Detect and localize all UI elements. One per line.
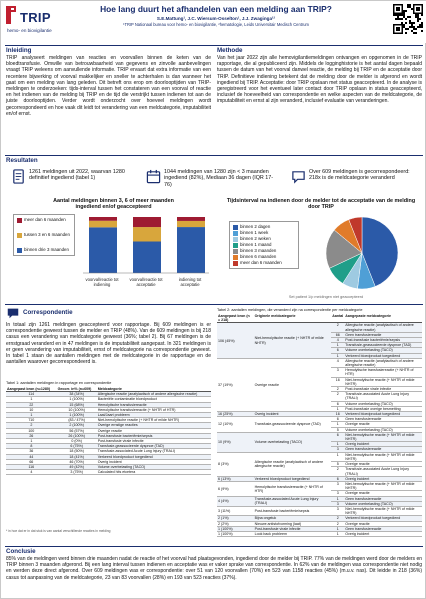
table-cell: 26 (100%): [57, 433, 97, 438]
legend-swatch: [233, 261, 238, 266]
table1-footnote: * in hoe dat er in dat stuk is van aantal verschillende reacties in melding: [6, 529, 111, 533]
header-divider: [5, 45, 423, 46]
legend-swatch: [233, 249, 238, 254]
methode-heading: Methode: [217, 47, 243, 54]
table-cell: 66: [331, 332, 344, 337]
table-cell: 3: [331, 447, 344, 452]
table-cell: Niet-hemolytische reactie (+ NHTR of milde NHTR): [344, 377, 422, 386]
table-cell: Post-transfusie virale infectie: [254, 526, 332, 531]
table-header-cell: Aangepaste meldcategorie: [344, 314, 422, 323]
table-cell: Hemolytische transfusiereactie (+ NHTR of HTR): [97, 407, 211, 412]
table-cell: Look back probleem: [254, 531, 332, 536]
table-cell: 5: [331, 427, 344, 432]
corr-divider: [5, 304, 423, 305]
table-cell: 2: [331, 387, 344, 392]
table-cell: Overig incident: [97, 459, 211, 464]
table-header-row: [217, 314, 422, 323]
table-cell: 15 (68%): [57, 402, 97, 407]
table-row: [217, 531, 422, 536]
table-cell: 22: [6, 402, 57, 407]
table-header-cell: Aangepast bron (n=1280): [6, 387, 57, 392]
table-cell: Geen transfusiereactie: [344, 332, 422, 337]
table-cell: 114: [6, 392, 57, 397]
legend-label: binnen drie 3 maanden: [24, 247, 69, 252]
table-header-cell: Originele meldcategorie: [254, 314, 332, 323]
legend-item: [17, 217, 71, 223]
legend-label: binnen 2 dagen: [240, 224, 271, 229]
table-cell: Transfusie-associated Acute Lung Injury (TRALI): [97, 449, 211, 454]
logo-subtitle: hemo- en biovigilantie: [7, 28, 52, 33]
table-cell: Post-transfusie virale infectie: [344, 387, 422, 392]
table-cell: 1: [6, 397, 57, 402]
table-cell: 1: [331, 452, 344, 461]
table-cell: 1: [331, 343, 344, 348]
table-cell: Transfusie-geassocieerde dyspnoe (TAD): [97, 444, 211, 449]
table-cell: 36: [6, 449, 57, 454]
table-cell: 1: [6, 439, 57, 444]
table-cell: Niet-hemolytische reactie (+ NHTR of milde NHTR): [344, 506, 422, 515]
table-cell: 2: [331, 323, 344, 332]
chart-right-title: Tijdsinterval na indienen door de melder tot de acceptatie van de melding door TRIP: [226, 198, 416, 210]
logo-word: TRIP: [20, 10, 51, 25]
bar-segment: [89, 221, 117, 228]
table-cell: Overige reactie: [344, 491, 422, 496]
table-cell: 6: [331, 348, 344, 353]
table-cell: Verkeerd bloedproduct toegediend: [254, 476, 332, 481]
table-cell: 1: [331, 422, 344, 427]
correspondentie-heading: Correspondentie: [23, 309, 73, 316]
table-cell: Geen transfusiereactie: [344, 447, 422, 452]
legend-label: binnen 1 maand: [240, 242, 272, 247]
table-cell: 1 (100%): [57, 397, 97, 402]
table-cell: 16 (25%): [217, 412, 254, 417]
bar-chart: [81, 213, 211, 275]
table-cell: 4: [331, 358, 344, 367]
inleiding-text: TRIP analyseert meldingen van reacties en voorvallen binnen de keten van de bloedtransfusie. Omwille van betrouwbaarheid van gegevens en zinvolle aanbevelingen vraagt TRIP weleens om aanvullende informatie. TRIP ervaart dat extra informatie van een recentere bijwerking of voorval makkelijker en sneller te achterhalen is dan wanneer het gaat om een melding van lang geleden. Dit betreft ons erop om doorlooptijden van TRIP-meldingen te onderzoeken: tijds-interval tussen het constateren van een voorval of reactie en het indienen van de melding bij TRIP en de tijd die verstrijkt tussen indienen tot aan de juiste doorlooptijden. Verder wordt onderzocht over hoeveel meldingen wordt gecorrespondeerd en hoe vaak dit leidt tot verandering van een meldcategorie, imputabiliteit en/of ernst.: [6, 55, 211, 117]
table-cell: Post-transfusie overige besmetting: [344, 406, 422, 411]
table-cell: 16: [331, 377, 344, 386]
legend-label: binnen 1 week: [240, 230, 269, 235]
legend-label: binnen 2 weken: [240, 236, 271, 241]
table-cell: 18 (41%): [57, 454, 97, 459]
table-cell: Verkeerd bloedproduct toegediend: [344, 353, 422, 358]
table-cell: 10 (100%): [57, 407, 97, 412]
table-cell: 5: [331, 462, 344, 467]
document-icon: [11, 169, 26, 184]
table-cell: Bijna ongeluk: [254, 516, 332, 521]
legend-label: binnen 6 maanden: [240, 254, 277, 259]
table-cell: 12 (10%): [217, 417, 254, 433]
table-cell: Transfusie-associated Acute Lung Injury (TRALI): [254, 496, 332, 506]
bar-segment: [89, 217, 117, 221]
table-cell: 49 (42%): [57, 465, 97, 470]
legend-label: binnen 3 maanden: [240, 248, 277, 253]
table-cell: 2: [331, 392, 344, 401]
stat-correspondentie: [291, 169, 421, 184]
legend-swatch: [233, 255, 238, 260]
legend-label: meer dan 6 maanden: [24, 217, 66, 222]
chart-right-legend: [229, 221, 299, 269]
x-tick-label: voorval/reactie tot indiening: [85, 277, 119, 287]
table-cell: Allergische reactie (anafylactisch of andere allergische reactie): [344, 358, 422, 367]
table-row: [217, 432, 422, 441]
table-cell: Overige ernstige reacties: [97, 423, 211, 428]
table-cell: 1: [331, 406, 344, 411]
table-cell: 0 (0%): [57, 439, 97, 444]
table-cell: 1: [331, 526, 344, 531]
table-cell: 56 (57%): [57, 428, 97, 433]
table-cell: Overige reactie: [254, 358, 332, 411]
table-cell: 2: [331, 521, 344, 526]
poster-header: [1, 1, 426, 43]
chart-left-title: Aantal meldingen binnen 3, 6 of meer maanden ingediend en/of geaccepteerd: [53, 198, 174, 210]
table-cell: Transfusie-geassocieerde dyspnoe (TAD): [344, 343, 422, 348]
table-cell: 10: [6, 407, 57, 412]
table-cell: Overig incident: [344, 531, 422, 536]
table-cell: Transfusie-associated Acute Lung Injury (TRALI): [344, 392, 422, 401]
table-cell: Transfusie-associated Acute Lung Injury (TRALI): [344, 467, 422, 476]
table-cell: 1: [331, 531, 344, 536]
table-cell: 1: [331, 353, 344, 358]
table-row: [217, 323, 422, 332]
table-cell: 710: [6, 418, 57, 423]
table-cell: 1: [6, 413, 57, 418]
table-cell: 3 (11%): [217, 506, 254, 515]
table-cell: 1: [331, 442, 344, 447]
table-cell: Bacteriële contaminatie bloedproduct: [97, 397, 211, 402]
pie-chart: [319, 213, 405, 293]
table-cell: Overig incident: [344, 476, 422, 481]
poster-title: Hoe lang duurt het afhandelen van een melding aan TRIP?: [100, 4, 332, 14]
table-cell: Overige reactie: [344, 462, 422, 467]
table-cell: Allergische reactie (anafylactisch of andere allergische reactie): [344, 323, 422, 332]
legend-item: [17, 247, 71, 253]
table-cell: Niet-hemolytische reactie (+ NHTR of milde NHTR): [344, 481, 422, 490]
table-cell: Nieuwe antistofvorming (laat): [254, 521, 332, 526]
table-cell: 2 (1%): [217, 516, 254, 521]
table-cell: 8: [6, 444, 57, 449]
legend-label: meer dan 6 maanden: [240, 260, 282, 265]
legend-item: [233, 260, 295, 266]
x-tick-label: voorval/reactie tot acceptatie: [129, 277, 163, 287]
table-cell: 2: [331, 467, 344, 476]
legend-label: tussen 3 en 6 maanden: [24, 232, 70, 237]
table-cell: Verkeerd bloedproduct toegediend: [344, 516, 422, 521]
bar-segment: [133, 227, 161, 241]
stat-text-correspondentie: Over 609 meldingen is gecorrespondeerd: 218x is de meldcategorie veranderd: [309, 169, 410, 182]
legend-swatch: [233, 231, 238, 236]
table1-caption: Tabel 1: aantallen meldingen in rapportage en correspondentie: [6, 381, 112, 385]
table-cell: 4: [331, 338, 344, 343]
table-cell: 4 (4%): [217, 496, 254, 506]
trip-logo: [4, 4, 64, 40]
legend-swatch: [233, 237, 238, 242]
table-cell: 2 (2%): [217, 521, 254, 526]
table-cell: Hemolytische transfusiereactie: [97, 402, 211, 407]
table-cell: 4: [6, 470, 57, 475]
table-header-cell: Aantal: [331, 314, 344, 323]
table-cell: 1 (100%): [217, 531, 254, 536]
table-cell: Volume overbelasting (TACO): [344, 401, 422, 406]
inleiding-heading: Inleiding: [6, 47, 32, 54]
table-row: [217, 358, 422, 367]
table-cell: 37 (19%): [217, 358, 254, 411]
table-cell: Volume overbelasting (TACO): [344, 348, 422, 353]
bar-segment: [177, 227, 205, 273]
table-cell: Niet-hemolytische reactie (+ NHTR of milde NHTR): [344, 452, 422, 461]
table-cell: Allergische reactie (anafylactisch of andere allergische reactie): [97, 392, 211, 397]
legend-item: [17, 232, 71, 238]
table-cell: Geen transfusiereactie: [344, 526, 422, 531]
table-cell: 3: [331, 491, 344, 496]
table-row: [6, 470, 211, 475]
table-cell: Transfusie-geassocieerde dyspnoe (TAD): [254, 417, 332, 433]
table-row: [217, 481, 422, 490]
table-cell: Verkeerd bloedproduct toegediend: [97, 454, 211, 459]
poster-affiliation: ¹TRIP Nationaal bureau voor hemo- en biovigilantie, ²hematologie, Leids Universitair Medisch Centrum: [123, 22, 309, 27]
chart-left-legend: [13, 214, 75, 256]
table-cell: 3: [331, 368, 344, 377]
correspondentie-text: In totaal zijn 1261 meldingen geaccepteerd voor rapportage. Bij 609 meldingen is er correspondentie geweest tussen de melder en TRIP (48%). Van de 609 meldingen is bij 218 casus een verandering van meldcategorie geweest (36%; tabel 2). Bij 67 meldingen is de ernstgraad veranderd en in 47 meldingen is de imputabiliteit aangepast. In 321 meldingen is er geen verandering van imputabiliteit, ernst of meldcategorie na correspondentie geweest. In tabel 1 staan de aantallen meldingen met de meldcategorie in de rapportage en de aantallen waarover gecorrespondeerd is.: [6, 322, 211, 366]
table-cell: Verkeerd bloedproduct toegediend: [344, 412, 422, 417]
table-cell: 38 (34%): [57, 392, 97, 397]
bar-segment: [177, 217, 205, 221]
table-cell: Hemolytische transfusiereactie (+ NHTR of HTR): [254, 481, 332, 496]
table-header-cell: Gecorr. in% (n=609): [57, 387, 97, 392]
table-cell: (83 / 47%): [57, 418, 97, 423]
table-cell: Volume overbelasting (TACO): [344, 427, 422, 432]
table-cell: 18 (50%): [57, 449, 97, 454]
stat-meldingen: [11, 169, 131, 184]
table-cell: 1 (100%): [217, 526, 254, 531]
table-cell: 100: [6, 428, 57, 433]
table-cell: Post-transfusie bacteriëmie/sepsis: [254, 506, 332, 515]
table-cell: Allergische reactie (anafylactisch of andere allergische reactie): [254, 452, 332, 476]
stat-ingediend: [146, 169, 276, 188]
table-cell: 3: [331, 506, 344, 515]
x-tick-label: indiening tot acceptatie: [178, 277, 202, 287]
table-cell: 1: [331, 496, 344, 501]
bar-segment: [177, 221, 205, 227]
poster-authors: S.E.Mattung¹, J.C. Wiersum-Osselton¹, J.J. Zwaginga¹²: [156, 16, 276, 21]
correspondentie-icon: [6, 306, 20, 320]
qr-code-icon[interactable]: [393, 4, 423, 34]
table-cell: 16: [331, 412, 344, 417]
bar-segment: [133, 217, 161, 227]
table-cell: Calculated hits etcetera: [97, 470, 211, 475]
table2: [217, 314, 422, 537]
conclusie-divider: [5, 546, 423, 547]
table-row: [217, 452, 422, 461]
table-cell: 1 (100%): [57, 413, 97, 418]
table-header-cell: Meldcategorie: [97, 387, 211, 392]
table-cell: Geen transfusiereactie: [344, 417, 422, 422]
chat-icon: [291, 169, 306, 184]
table-cell: 2: [331, 516, 344, 521]
table-cell: Overige reactie: [344, 521, 422, 526]
conclusie-heading: Conclusie: [6, 548, 36, 555]
table-cell: Overige reactie: [97, 428, 211, 433]
table-row: [217, 506, 422, 515]
table-cell: 6: [331, 417, 344, 422]
table-cell: 46 (70%): [57, 459, 97, 464]
conclusie-text: 85% van de meldingen werd binnen drie maanden nadat de reactie of het voorval had plaatsgevonden, ingediend door de melder bij TRIP. 77% van de meldingen werd door de melders en TRIP binnen 3 maanden afgerond. Bij een lang interval tussen indienen en acceptatie was er vaker sprake van correspondentie. In 62% van de meldingen was correspondentie niet nodig en werden deze direct afgerond. Over 609 meldingen was er correspondentie: over 51 van 120 voorvallen (70%) en 523 van 1158 reacties (45%) (m.u.v. nas). Dit leidde in 218 (36%) casus tot aanpassing van de meldcategorie, 23 van 83 voorvallen (28%) en 193 van 523 reacties (37%).: [6, 556, 422, 581]
table-cell: 2: [6, 423, 57, 428]
chart-right-caption: Set patient 1/p meldingen niet geaccepteerd: [288, 295, 364, 299]
table-cell: Overige reactie: [344, 422, 422, 427]
bar-segment: [89, 227, 117, 273]
table-cell: Overig incident: [344, 442, 422, 447]
bar-segment: [133, 242, 161, 274]
table-cell: 106 (45%): [217, 323, 254, 358]
table-cell: Hemolytische transfusiereactie (+ NHTR of HTR): [344, 368, 422, 377]
table-cell: 3: [331, 501, 344, 506]
table-cell: Niet-hemolytische reactie (+ NHTR of milde NHTR): [254, 323, 332, 358]
table-cell: 66: [6, 459, 57, 464]
table-cell: Laat/Jaart probleem: [97, 413, 211, 418]
legend-swatch: [233, 225, 238, 230]
table-cell: 116: [6, 465, 57, 470]
legend-swatch: [233, 243, 238, 248]
table-cell: Post-transfusie virale infectie: [97, 439, 211, 444]
table-cell: 8 (3%): [217, 452, 254, 476]
table-cell: 6 (9%): [217, 481, 254, 496]
stat-text-ingediend: 1044 meldingen van 1280 zijn < 3 maanden ingediend (82%), Mediaan 36 dagen (IQR 17-76): [164, 169, 274, 188]
table-cell: Volume overbelasting (TACO): [254, 432, 332, 452]
results-divider: [5, 155, 423, 156]
legend-swatch: [17, 218, 22, 223]
table2-caption: Tabel 2: aantallen meldingen, die veranderd zijn na correspondentie per meldcategorie: [217, 308, 363, 312]
methode-text: Van het jaar 2022 zijn alle hemovigilantiemeldingen ontvangen en opgenomen in de TRIP rapportage, die al gepubliceerd zijn. Middels de logginghistorie is het aantal dagen bepaald tussen de datum van het voorval danwel reactie, de melding bij TRIP en de acceptatie door TRIP. Definitieve indiening betekent dat de melding door de melder is afgerond en wordt ingediend bij TRIP. Acceptatie: door TRIP opslaan met status geaccepteerd. In de analyse is geregistreerd voor het eventueel later contact door TRIP opslaan in status geaccepteerd, inclusief de hoeveelheid van correspondentie en welke aspecten van de meldcategorie, de imputabiliteit en ernst al zijn veranderd, inclusief evaluatie van veranderingen.: [217, 55, 422, 105]
table-cell: Volume overbelasting (TACO): [97, 465, 211, 470]
table-cell: Niet-hemolytische reactie (+ NHTR of milde NHTR): [344, 432, 422, 441]
table-cell: 6: [331, 432, 344, 441]
table-cell: Geen transfusiereactie: [344, 496, 422, 501]
table-cell: 3 (75%): [57, 470, 97, 475]
resultaten-heading: Resultaten: [6, 157, 38, 164]
table-cell: Niet-hemolytische reactie (+ NHTR of milde NHTR): [97, 418, 211, 423]
table-cell: 3: [331, 481, 344, 490]
table-cell: 6 (75%): [57, 444, 97, 449]
legend-swatch: [17, 233, 22, 238]
table-cell: 6: [331, 401, 344, 406]
legend-swatch: [17, 248, 22, 253]
table1: [6, 387, 211, 475]
table-cell: Volume overbelasting (TACO): [344, 501, 422, 506]
calendar-icon: [146, 169, 161, 184]
table-cell: 6 (13%): [217, 476, 254, 481]
table-cell: Post-transfusie bacteriëmie/sepsis: [344, 338, 422, 343]
table-cell: Overig incident: [254, 412, 332, 417]
table-cell: Post-transfusie bacteriëmie/sepsis: [97, 433, 211, 438]
table-cell: 6: [331, 476, 344, 481]
table-cell: 26: [6, 433, 57, 438]
table-cell: 2 (100%): [57, 423, 97, 428]
stat-text-meldingen: 1261 meldingen uit 2022, waarvan 1280 definitief ingediend (tabel 1): [29, 169, 125, 182]
table-cell: 44: [6, 454, 57, 459]
table-cell: 10 (9%): [217, 432, 254, 452]
table-header-cell: Aangepast bron (n = 218): [217, 314, 254, 323]
